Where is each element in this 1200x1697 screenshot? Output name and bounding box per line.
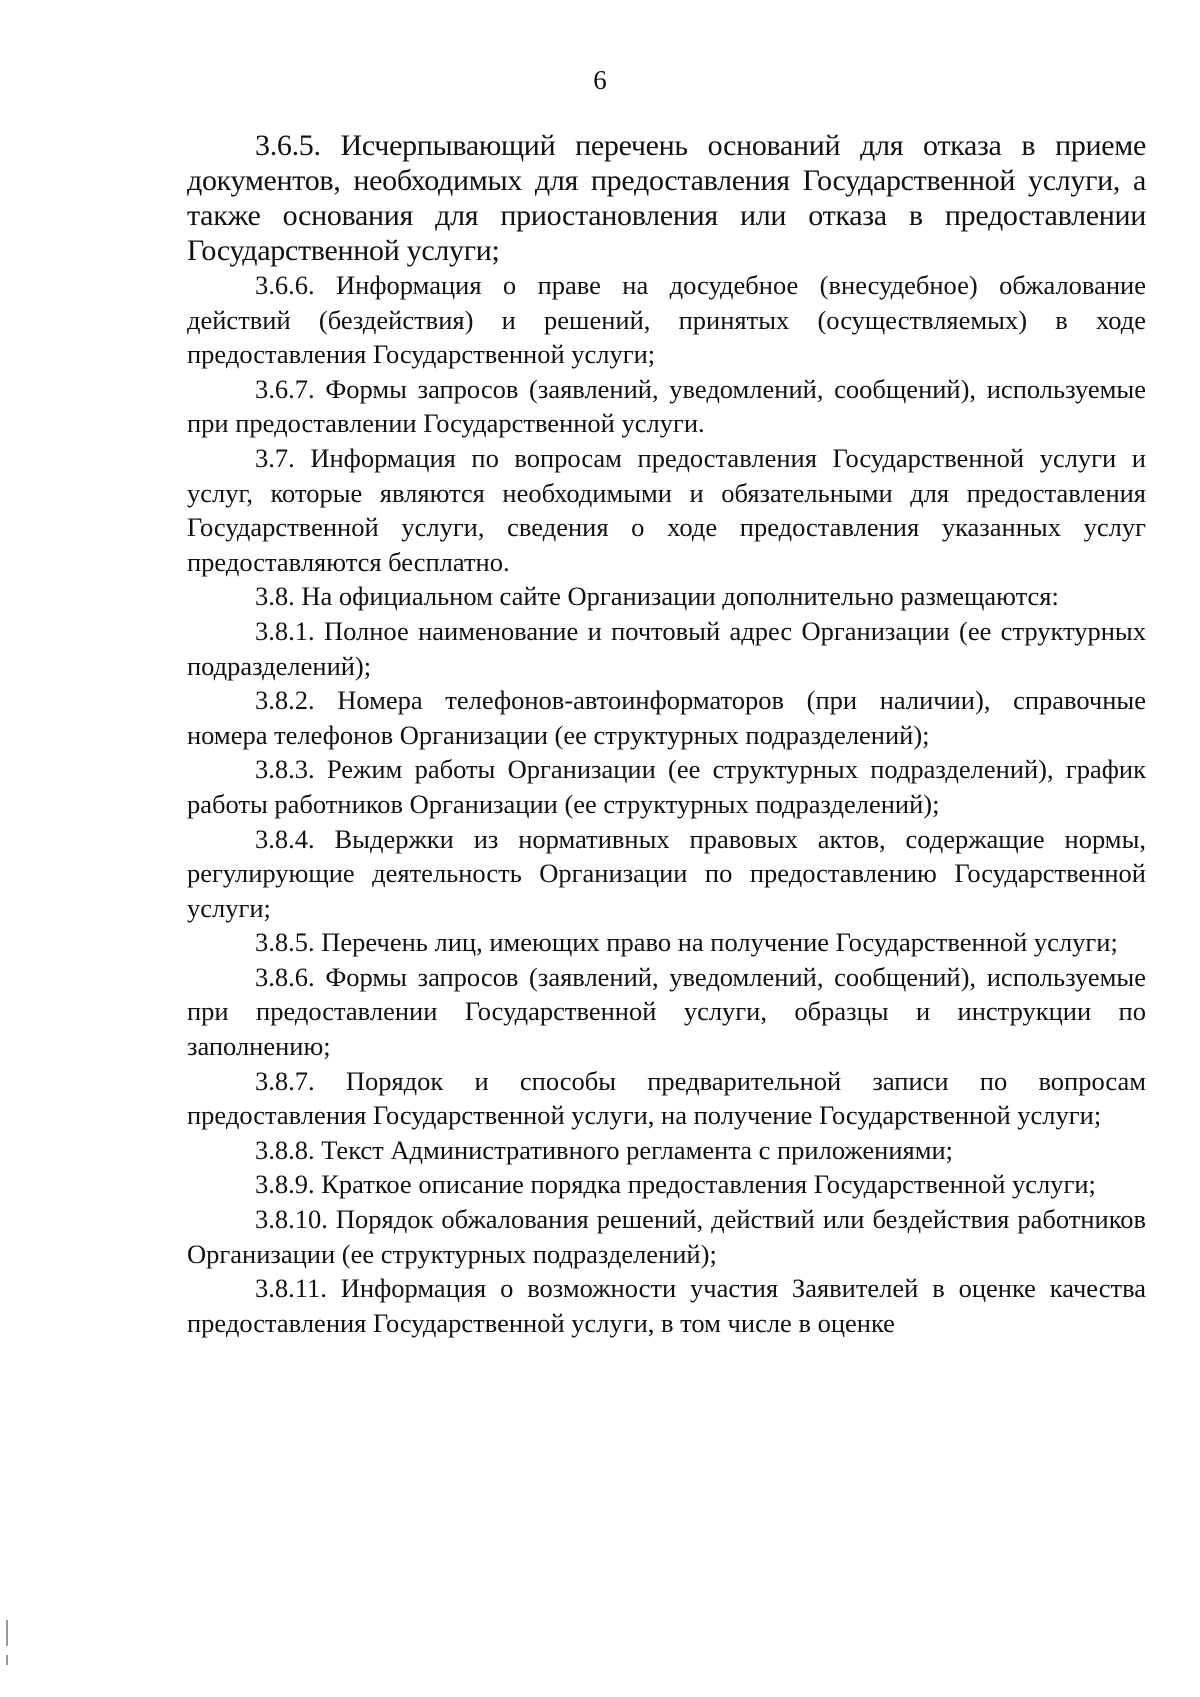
- paragraph-3-8-3: 3.8.3. Режим работы Организации (ее структурных подразделений), график работы работников Организации (ее структурных подразделений);: [187, 754, 1146, 819]
- paragraph-3-8-4: 3.8.4. Выдержки из нормативных правовых актов, содержащие нормы, регулирующие деятельность Организации по предоставлению Государственной услуги;: [187, 823, 1146, 923]
- paragraph-3-8-6: 3.8.6. Формы запросов (заявлений, уведомлений, сообщений), используемые при предоставлении Государственной услуги, образцы и инструкции по заполнению;: [187, 961, 1146, 1062]
- page-number: 6: [593, 65, 607, 95]
- paragraph-3-8-11: 3.8.11. Информация о возможности участия Заявителей в оценке качества предоставления Государственной услуги, в том числе в оценке: [187, 1273, 1146, 1338]
- paragraph-3-6-7: 3.6.7. Формы запросов (заявлений, уведомлений, сообщений), используемые при предоставлении Государственной услуги.: [187, 373, 1146, 439]
- paragraph-3-8-1: 3.8.1. Полное наименование и почтовый адрес Организации (ее структурных подразделений);: [187, 615, 1146, 681]
- paragraph-3-8-7: 3.8.7. Порядок и способы предварительной записи по вопросам предоставления Государственной услуги, на получение Государственной услуги;: [187, 1065, 1146, 1131]
- paragraph-3-8-5: 3.8.5. Перечень лиц, имеющих право на получение Государственной услуги;: [255, 927, 1118, 958]
- paragraph-3-6-6: 3.6.6. Информация о праве на досудебное (внесудебное) обжалование действий (бездействия) и решений, принятых (осуществляемых) в ходе предоставления Государственной услуги;: [187, 270, 1146, 370]
- document-body: [187, 128, 1146, 1340]
- paragraph-3-7: 3.7. Информация по вопросам предоставления Государственной услуги и услуг, которые являются необходимыми и обязательными для предоставления Государственной услуги, сведения о ходе предоставления указанных услуг предоставляются бесплатно.: [187, 442, 1146, 577]
- scan-artifact: [6, 1620, 8, 1646]
- paragraph-3-6-5: 3.6.5. Исчерпывающий перечень оснований для отказа в приеме документов, необходимых для предоставления Государственной услуги, а также основания для приостановления или отказа в предоставлении Государственной услуги;: [187, 129, 1146, 267]
- scan-artifact: [6, 1655, 8, 1665]
- paragraph-3-8-2: 3.8.2. Номера телефонов-автоинформаторов (при наличии), справочные номера телефонов Организации (ее структурных подразделений);: [187, 685, 1146, 750]
- paragraph-3-8-10: 3.8.10. Порядок обжалования решений, действий или бездействия работников Организации (ее структурных подразделений);: [187, 1204, 1146, 1269]
- paragraph-3-8-9: 3.8.9. Краткое описание порядка предоставления Государственной услуги;: [255, 1169, 1096, 1200]
- paragraph-3-8: 3.8. На официальном сайте Организации дополнительно размещаются:: [255, 581, 1059, 612]
- paragraph-3-8-8: 3.8.8. Текст Административного регламента с приложениями;: [255, 1134, 954, 1165]
